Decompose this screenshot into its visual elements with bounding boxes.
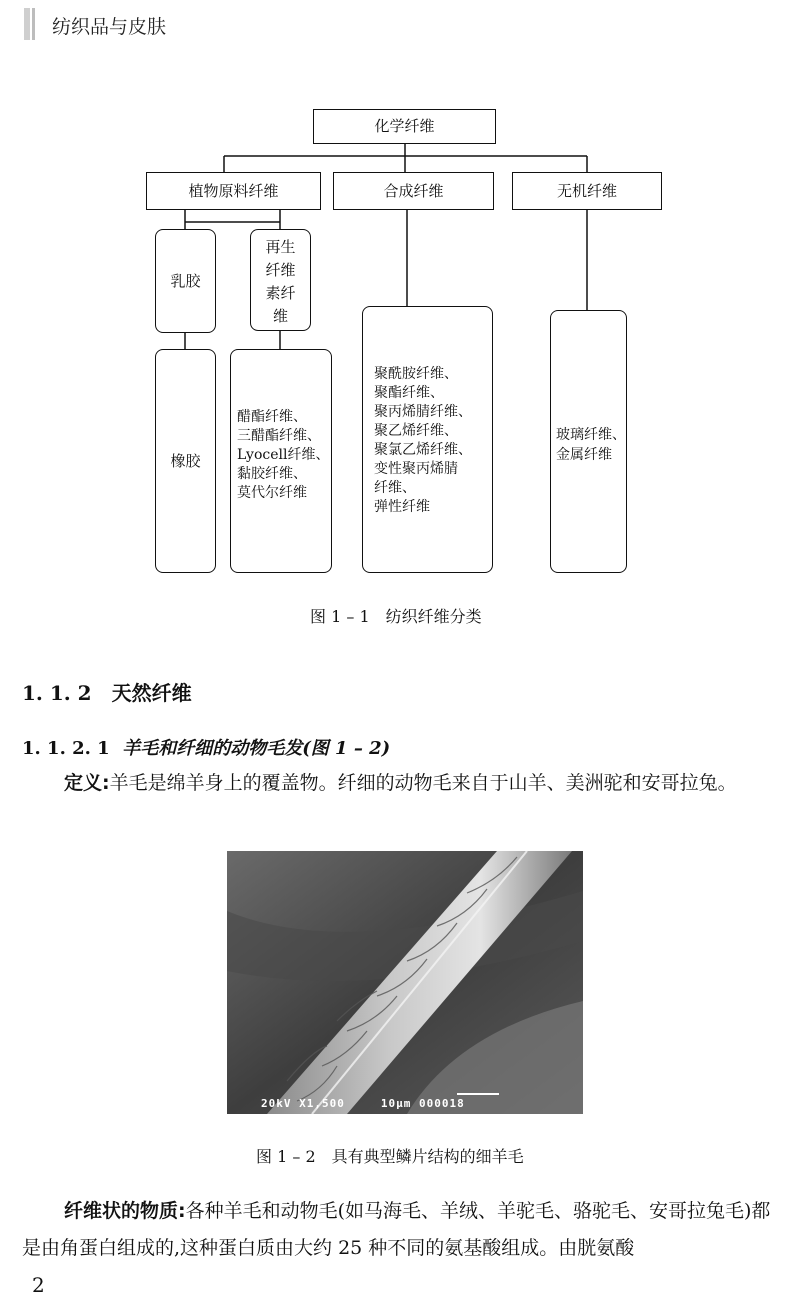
inorganic-items-node: [550, 310, 627, 573]
subsection-number: 1. 1. 2. 1: [22, 738, 110, 759]
regen-line: 素纤: [265, 284, 296, 302]
page-number: 2: [32, 1273, 45, 1297]
fiber-material-text: 各种羊毛和动物毛(如马海毛、羊绒、羊驼毛、骆驼毛、安哥拉兔毛)都是由角蛋白组成的,这种蛋白质由大约 25 种不同的氨基酸组成。由胱氨酸: [22, 1200, 771, 1259]
plant-item: 醋酯纤维、: [237, 409, 307, 425]
inorganic-item: 金属纤维: [556, 447, 612, 463]
section-heading: 1. 1. 2 天然纤维: [22, 681, 192, 705]
regen-line: 再生: [265, 238, 296, 256]
regen-line: 维: [272, 307, 288, 325]
wool-fiber-image: [227, 851, 583, 1114]
figure-2-caption: 图 1 – 2 具有典型鳞片结构的细羊毛: [256, 1147, 524, 1166]
synthetic-item: 变性聚丙烯腈: [374, 461, 458, 477]
synthetic-item: 聚氯乙烯纤维、: [374, 442, 472, 458]
root-label: 化学纤维: [374, 117, 435, 135]
synthetic-item: 纤维、: [374, 480, 416, 496]
subsection-heading: [22, 734, 390, 760]
plant-items-node: [230, 349, 332, 573]
synthetic-fiber-node: [333, 172, 494, 210]
root-node: [313, 109, 496, 144]
definition-paragraph: [22, 765, 772, 802]
definition-text: 羊毛是绵羊身上的覆盖物。纤细的动物毛来自于山羊、美洲驼和安哥拉兔。: [109, 772, 737, 794]
synthetic-item: 聚酰胺纤维、: [374, 366, 458, 382]
plant-fiber-node: [146, 172, 321, 210]
wool-sem-photo: [227, 851, 583, 1114]
subsection-title: 羊毛和纤细的动物毛发(图 1 – 2): [122, 738, 391, 759]
synthetic-item: 聚乙烯纤维、: [374, 423, 458, 439]
inorganic-fiber-label: 无机纤维: [556, 181, 617, 200]
plant-fiber-label: 植物原料纤维: [188, 181, 279, 200]
latex-node: [155, 229, 216, 333]
figure-1-caption: 图 1 – 1 纺织纤维分类: [310, 607, 482, 626]
inorganic-fiber-node: [512, 172, 662, 210]
plant-item: 黏胶纤维、: [237, 466, 307, 482]
synthetic-items-node: [362, 306, 493, 573]
fiber-material-label: 纤维状的物质:: [64, 1200, 186, 1222]
synthetic-item: 弹性纤维: [374, 499, 430, 515]
fiber-material-paragraph: [22, 1193, 772, 1267]
latex-label: 乳胶: [170, 271, 201, 290]
rubber-label: 橡胶: [170, 451, 201, 470]
synthetic-fiber-label: 合成纤维: [383, 181, 444, 200]
synthetic-item: 聚酯纤维、: [374, 385, 444, 401]
synthetic-item: 聚丙烯腈纤维、: [374, 404, 472, 420]
regen-line: 纤维: [265, 261, 296, 279]
inorganic-item: 玻璃纤维、: [556, 427, 626, 443]
plant-item: 三醋酯纤维、: [237, 428, 321, 444]
plant-item: 莫代尔纤维: [237, 485, 307, 501]
plant-item: Lyocell纤维、: [237, 447, 330, 463]
rubber-node: [155, 349, 216, 573]
running-header: 纺织品与皮肤: [52, 16, 167, 38]
sem-scale-label: 20kV X1,500 10μm 000018: [261, 1097, 465, 1110]
regenerated-cellulose-node: [250, 229, 311, 331]
definition-label: 定义:: [64, 772, 110, 794]
